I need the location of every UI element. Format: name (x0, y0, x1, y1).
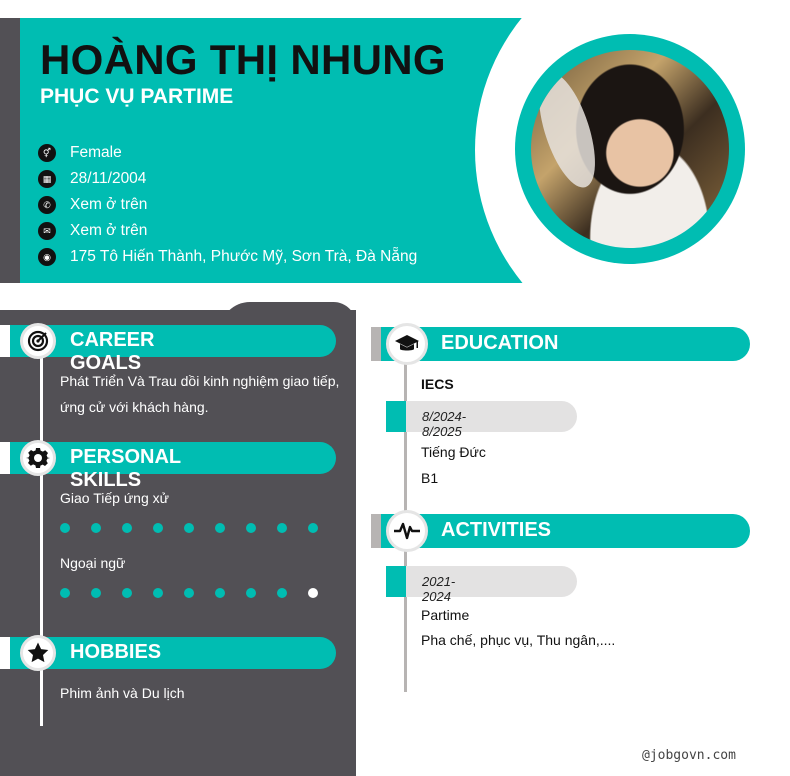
career-goals-title: CAREER GOALS (70, 329, 155, 374)
rating-dot-filled (246, 588, 256, 598)
rating-dot-filled (91, 588, 101, 598)
education-date: 8/2024-8/2025 (422, 409, 467, 439)
rating-dot-filled (184, 588, 194, 598)
education-subject: Tiếng Đức (421, 444, 486, 460)
rating-dot-filled (60, 523, 70, 533)
skill-rating (60, 588, 339, 598)
education-level: B1 (421, 470, 439, 486)
rating-dot-empty (308, 588, 318, 598)
rating-dot-filled (277, 588, 287, 598)
rating-dot-filled (122, 588, 132, 598)
activities-title: ACTIVITIES (441, 519, 552, 541)
career-goals-line-2: ứng cử với khách hàng. (60, 399, 209, 415)
rating-dot-filled (122, 523, 132, 533)
address-text: 175 Tô Hiến Thành, Phước Mỹ, Sơn Trà, Đà Nẵng (70, 248, 418, 265)
education-title: EDUCATION (441, 332, 559, 354)
target-icon (20, 323, 56, 359)
rating-dot-filled (153, 588, 163, 598)
profile-photo (531, 50, 729, 248)
candidate-name: HOÀNG THỊ NHUNG (40, 36, 446, 83)
header-dark-strip (0, 18, 20, 283)
hobbies-text: Phim ảnh và Du lịch (60, 685, 185, 701)
info-gender (38, 140, 417, 166)
activities-date: 2021-2024 (422, 574, 456, 604)
email-icon: ✉ (38, 222, 56, 240)
personal-skills-title: PERSONAL SKILLS (70, 446, 181, 491)
info-address (38, 244, 417, 270)
activities-description: Pha chế, phục vụ, Thu ngân,.... (421, 632, 616, 648)
phone-icon: ✆ (38, 196, 56, 214)
rating-dot-filled (91, 523, 101, 533)
rating-dot-filled (215, 523, 225, 533)
skill-name: Giao Tiếp ứng xử (60, 490, 170, 506)
graduation-cap-icon (386, 323, 428, 365)
gender-text: Female (70, 144, 122, 161)
email-text: Xem ở trên (70, 222, 148, 239)
rating-dot-filled (246, 523, 256, 533)
rating-dot-filled (277, 523, 287, 533)
location-icon: ◉ (38, 248, 56, 266)
phone-text: Xem ở trên (70, 196, 148, 213)
contact-info (38, 140, 417, 270)
activities-role: Partime (421, 607, 470, 623)
watermark: @jobgovn.com (642, 748, 736, 763)
rating-dot-filled (308, 523, 318, 533)
gear-icon (20, 440, 56, 476)
skill-rating (60, 523, 339, 533)
gender-icon: ⚥ (38, 144, 56, 162)
skill-name: Ngoại ngữ (60, 555, 126, 571)
education-school: IECS (421, 376, 454, 392)
career-goals-text (60, 368, 339, 420)
candidate-role: PHỤC VỤ PARTIME (40, 85, 234, 108)
rating-dot-filled (184, 523, 194, 533)
info-birthdate (38, 166, 417, 192)
rating-dot-filled (215, 588, 225, 598)
info-phone (38, 192, 417, 218)
pulse-icon (386, 510, 428, 552)
career-goals-line-1: Phát Triển Và Trau dồi kinh nghiệm giao tiếp, (60, 373, 340, 389)
calendar-icon: ▦ (38, 170, 56, 188)
star-icon (20, 635, 56, 671)
rating-dot-filled (153, 523, 163, 533)
info-email (38, 218, 417, 244)
rating-dot-filled (60, 588, 70, 598)
birthdate-text: 28/11/2004 (70, 170, 147, 187)
hobbies-title: HOBBIES (70, 641, 162, 663)
